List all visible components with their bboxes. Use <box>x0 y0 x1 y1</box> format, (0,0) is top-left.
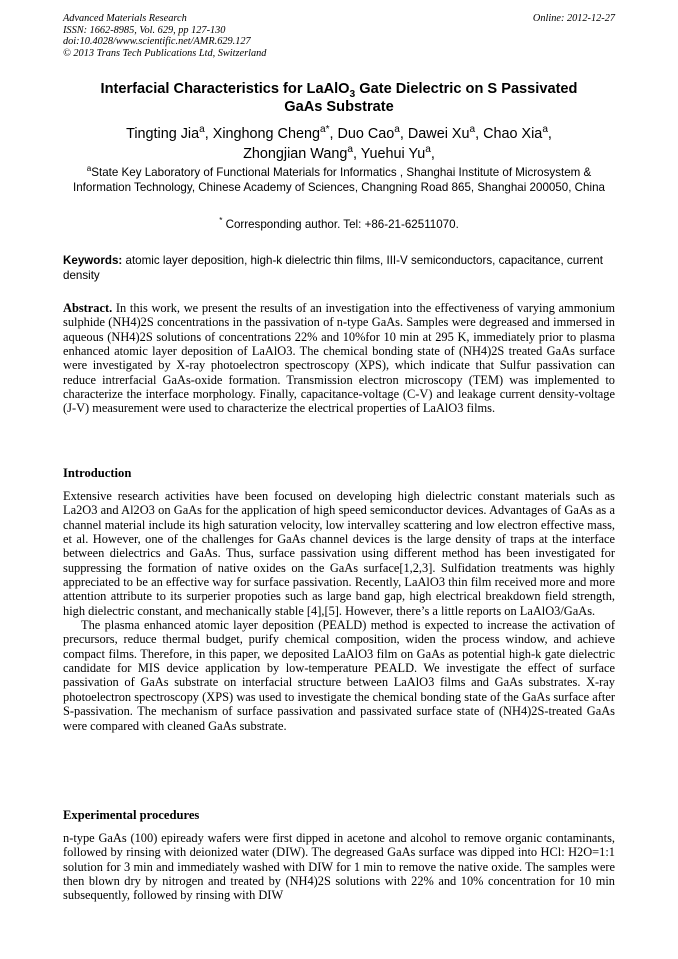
author-mark: a <box>469 124 476 136</box>
author-name: Zhongjian Wang <box>243 146 348 162</box>
author-list: Tingting Jia$^a$, Xinghong Cheng$^{a*}$, Duo Cao$^a$, Dawei Xu$^a$, Chao Xia$^a$, Zhongjian Wang$^a$, Yuehui Yu$^a$, <box>126 124 552 162</box>
issn-line: ISSN: 1662-8985, Vol. 629, pp 127-130 <box>63 24 226 36</box>
affiliation-mark: a <box>86 164 92 174</box>
author-name: Chao Xia <box>483 126 543 142</box>
experimental-body <box>63 831 615 903</box>
corresponding-author <box>63 218 615 231</box>
corresponding-text: Corresponding author. Tel: +86-21-62511070. <box>222 218 459 231</box>
keywords-label: Keywords: <box>63 254 123 267</box>
title-part2: Gate Dielectric on S Passivated <box>355 81 578 97</box>
affiliation-text: State Key Laboratory of Functional Materials for Informatics , Shanghai Institute of Microsystem & Information Technology, Chinese Academy of Sciences, Changning Road 865, Shanghai 200050, China <box>73 166 605 194</box>
author-mark: a <box>199 124 205 136</box>
experimental-paragraph-1: n-type GaAs (100) epiready wafers were first dipped in acetone and alcohol to remove organic contaminants, followed by rinsing with deionized water (DIW). The degreased GaAs surface was dipped into HCl: H2O=1:1 solution for 3 min and immediately washed with DIW for 1 min to remove the native oxide. The samples were then blown dry by nitrogen and treated by (NH4)2S solutions with 22% and 10% concentration for 10 min subsequently, followed by rinsing with DIW <box>63 831 615 903</box>
title-part1: Interfacial Characteristics for LaAlO <box>100 81 350 97</box>
paper-title <box>63 80 615 116</box>
section-heading-introduction: Introduction <box>63 466 132 480</box>
abstract <box>63 301 615 416</box>
keywords-text: atomic layer deposition, high-k dielectric thin films, III-V semiconductors, capacitance, current density <box>63 254 603 282</box>
author-name: Dawei Xu <box>407 126 470 142</box>
introduction-paragraph-2: The plasma enhanced atomic layer deposition (PEALD) method is expected to increase the activation of precursors, reduce thermal budget, purify chemical composition, widen the process window, and achieve compact films. Therefore, in this paper, we deposited LaAlO3 film on GaAs as potential high-k gate dielectric candidate for MIS device application by low-temperature PEALD. We investigate the effect of surface passivation of GaAs substrate on interfacial structure between LaAlO3 films and GaAs substrates. X-ray photoelectron spectroscopy (XPS) was used to investigate the chemical bonding state of the GaAs surface after S-passivation. The mechanism of surface passivation and passivated surface state of (NH4)2S-treated GaAs were compared with cleaned GaAs substrate. <box>63 618 615 733</box>
corresponding-mark: * <box>219 216 223 226</box>
copyright-line: © 2013 Trans Tech Publications Ltd, Switzerland <box>63 47 267 59</box>
author-mark: a <box>542 124 548 136</box>
title-subscript: 3 <box>349 88 356 100</box>
author-name: Yuehui Yu <box>360 146 426 162</box>
author-mark: a <box>394 124 400 136</box>
online-date: Online: 2012-12-27 <box>532 13 615 24</box>
author-mark: a* <box>319 124 330 136</box>
journal-header <box>63 13 615 59</box>
introduction-body <box>63 489 615 733</box>
author-mark: a <box>425 144 431 156</box>
author-name: Duo Cao <box>337 126 395 142</box>
affiliation <box>63 166 615 195</box>
abstract-text: In this work, we present the results of an investigation into the effectiveness of varying ammonium sulphide (NH4)2S concentrations in the passivation of n-type GaAs. Samples were degreased and immersed in aqueous (NH4)2S solutions of concentrations 22% and 10%for 10 min at 295 K, immediately prior to plasma enhanced atomic layer deposition of LaAlO3. The chemical bonding state of (NH4)2S treated GaAs surface were investigated by X-ray photoelectron spectroscopy (XPS), which indicate that Sulfur passivation can reduce intrerfacial GaAs-oxide formation. Transmission electron microscopy (TEM) was implemented to characterize the interface morphology. Finally, capacitance-voltage (C-V) and leakage current density-voltage (J-V) measurement were used to characterize the electrical properties of LaAlO3 films. <box>63 301 615 416</box>
abstract-label: Abstract. <box>63 301 113 315</box>
journal-name: Advanced Materials Research <box>63 13 187 24</box>
introduction-paragraph-1: Extensive research activities have been focused on developing high dielectric constant materials such as La2O3 and Al2O3 on GaAs for the application of high speed semiconductor devices. Advantages of GaAs as a channel material include its high saturation velocity, low intervalley scattering and low electron effective mass, et al. However, one of the challenges for GaAs channel devices is the large density of traps at the interface between dielectrics and GaAs. Thus, surface passivation using different method has been investigated for suppressing the formation of native oxides on the GaAs surface[1,2,3]. Sulfidation treatments was highly appreciated to be an effective way for surface passivation. Recently, LaAlO3 thin film received more and more attention attribute to its surperier propoties such as large band gap, high electrical breakdown field strength, high dielectric constant, and mechanically stable [4],[5]. However, there’s a little reports on LaAlO3/GaAs. <box>63 489 615 618</box>
doi-line: doi:10.4028/www.scientific.net/AMR.629.127 <box>63 36 251 48</box>
title-line2: GaAs Substrate <box>284 99 394 115</box>
author-name: Xinghong Cheng <box>212 126 320 142</box>
author-name: Tingting Jia <box>126 126 200 142</box>
keywords <box>63 254 615 283</box>
author-mark: a <box>347 144 353 156</box>
section-heading-experimental: Experimental procedures <box>63 808 200 822</box>
